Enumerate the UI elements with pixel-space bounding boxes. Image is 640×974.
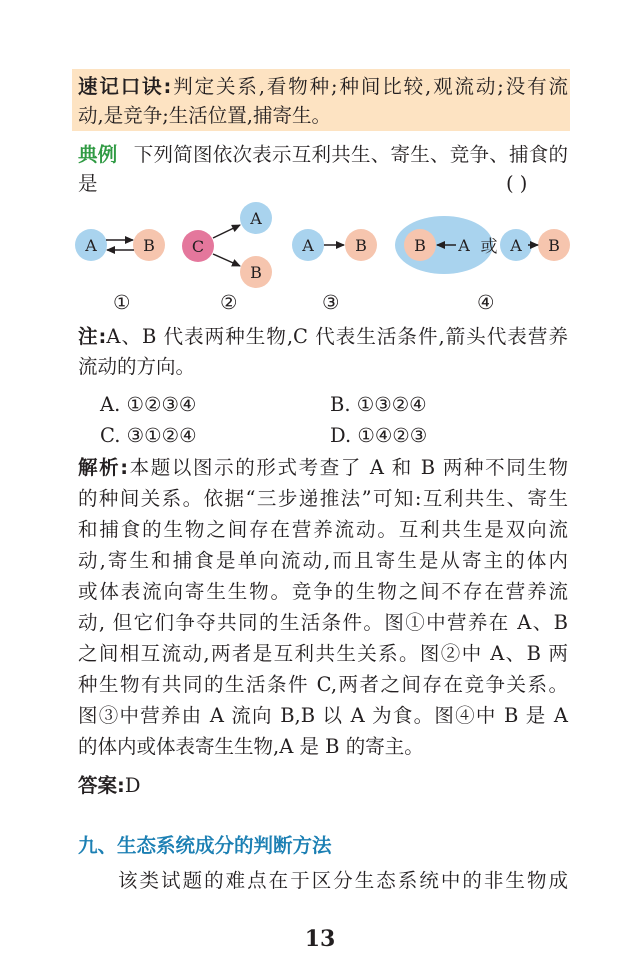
answer-value: D	[124, 774, 141, 797]
option-text: ①③②④	[356, 393, 427, 416]
arrow-c-to-a	[213, 225, 240, 238]
option-letter: D.	[330, 424, 352, 447]
diagram-4-parasitism	[395, 216, 570, 274]
node-c-label: C	[191, 237, 205, 256]
node-a-label: A	[510, 236, 522, 255]
option-letter: B.	[330, 393, 351, 416]
relationship-diagram	[70, 200, 570, 295]
node-b-label: B	[250, 263, 262, 282]
example-label: 典例	[78, 143, 118, 166]
page-number: 13	[304, 926, 336, 952]
node-b-label: B	[355, 236, 367, 255]
diagram-1-mutualism	[75, 229, 165, 261]
node-a-label: A	[85, 236, 97, 255]
mnemonic-text-1: 判定关系,看物种;种间比较,观流动;没有流	[171, 75, 568, 98]
note-text-1: A、B 代表两种生物,C 代表生活条件,箭头代表营养	[106, 325, 568, 348]
option-b	[330, 392, 427, 418]
answer-blank: ( )	[506, 172, 528, 195]
diagram-label-2: ②	[220, 291, 238, 314]
option-a	[100, 392, 196, 418]
analysis-label: 解析:	[78, 456, 129, 479]
option-text: ①④②③	[357, 424, 428, 447]
note-label: 注:	[78, 325, 107, 348]
analysis-line-1	[78, 455, 568, 481]
diagram-label-1: ①	[113, 291, 131, 314]
example-text-1: 下列简图依次表示互利共生、寄生、竞争、捕食的	[133, 143, 568, 166]
note-line-1	[78, 324, 568, 350]
analysis-line-8: 种生物有共同的生活条件 C,两者之间存在竞争关系。	[78, 673, 568, 696]
node-a-label: A	[302, 236, 314, 255]
section-heading: 九、生态系统成分的判断方法	[78, 834, 332, 857]
analysis-line-5: 或体表流向寄生生物。竞争的生物之间不存在营养流	[78, 580, 568, 603]
analysis-line-7: 之间相互流动,两者是互利共生关系。图②中 A、B 两	[78, 642, 568, 665]
option-letter: C.	[100, 424, 121, 447]
section-line-1: 该类试题的难点在于区分生态系统中的非生物成	[118, 869, 568, 892]
analysis-line-4: 动,寄生和捕食是单向流动,而且寄生是从寄主的体内	[78, 549, 568, 572]
analysis-line-6: 动, 但它们争夺共同的生活条件。图①中营养在 A、B	[78, 611, 568, 634]
mnemonic-label: 速记口诀:	[78, 75, 172, 98]
option-text: ③①②④	[126, 424, 197, 447]
analysis-text: 本题以图示的形式考查了 A 和 B 两种不同生物	[128, 456, 568, 479]
answer-line	[78, 773, 568, 799]
mnemonic-line-1	[78, 74, 568, 100]
answer-label: 答案:	[78, 774, 125, 797]
diagram-3-predation	[292, 229, 377, 261]
diagram-label-3: ③	[322, 291, 340, 314]
option-text: ①②③④	[126, 393, 197, 416]
example-line-2	[78, 171, 568, 197]
or-text: 或	[480, 237, 498, 257]
mnemonic-line-2: 动,是竞争;生活位置,捕寄生。	[78, 104, 331, 127]
option-d	[330, 423, 427, 449]
node-b-label: B	[143, 236, 155, 255]
option-c	[100, 423, 197, 449]
arrow-c-to-b	[213, 254, 240, 266]
analysis-line-2: 的种间关系。依据“三步递推法”可知:互利共生、寄生	[78, 487, 568, 510]
example-line-1	[78, 142, 568, 168]
analysis-line-3: 和捕食的生物之间存在营养流动。互利共生是双向流	[78, 518, 568, 541]
analysis-line-10: 的体内或体表寄生生物,A 是 B 的寄主。	[78, 735, 424, 758]
node-a-label: A	[250, 209, 262, 228]
example-text-2: 是	[78, 172, 98, 195]
option-letter: A.	[100, 393, 121, 416]
node-b-label: B	[548, 236, 560, 255]
diagram-2-competition	[182, 202, 272, 288]
node-b-label: B	[414, 236, 426, 255]
node-a-label: A	[458, 236, 470, 255]
note-line-2: 流动的方向。	[78, 355, 196, 378]
analysis-line-9: 图③中营养由 A 流向 B,B 以 A 为食。图④中 B 是 A	[78, 704, 568, 727]
diagram-label-4: ④	[477, 291, 495, 314]
